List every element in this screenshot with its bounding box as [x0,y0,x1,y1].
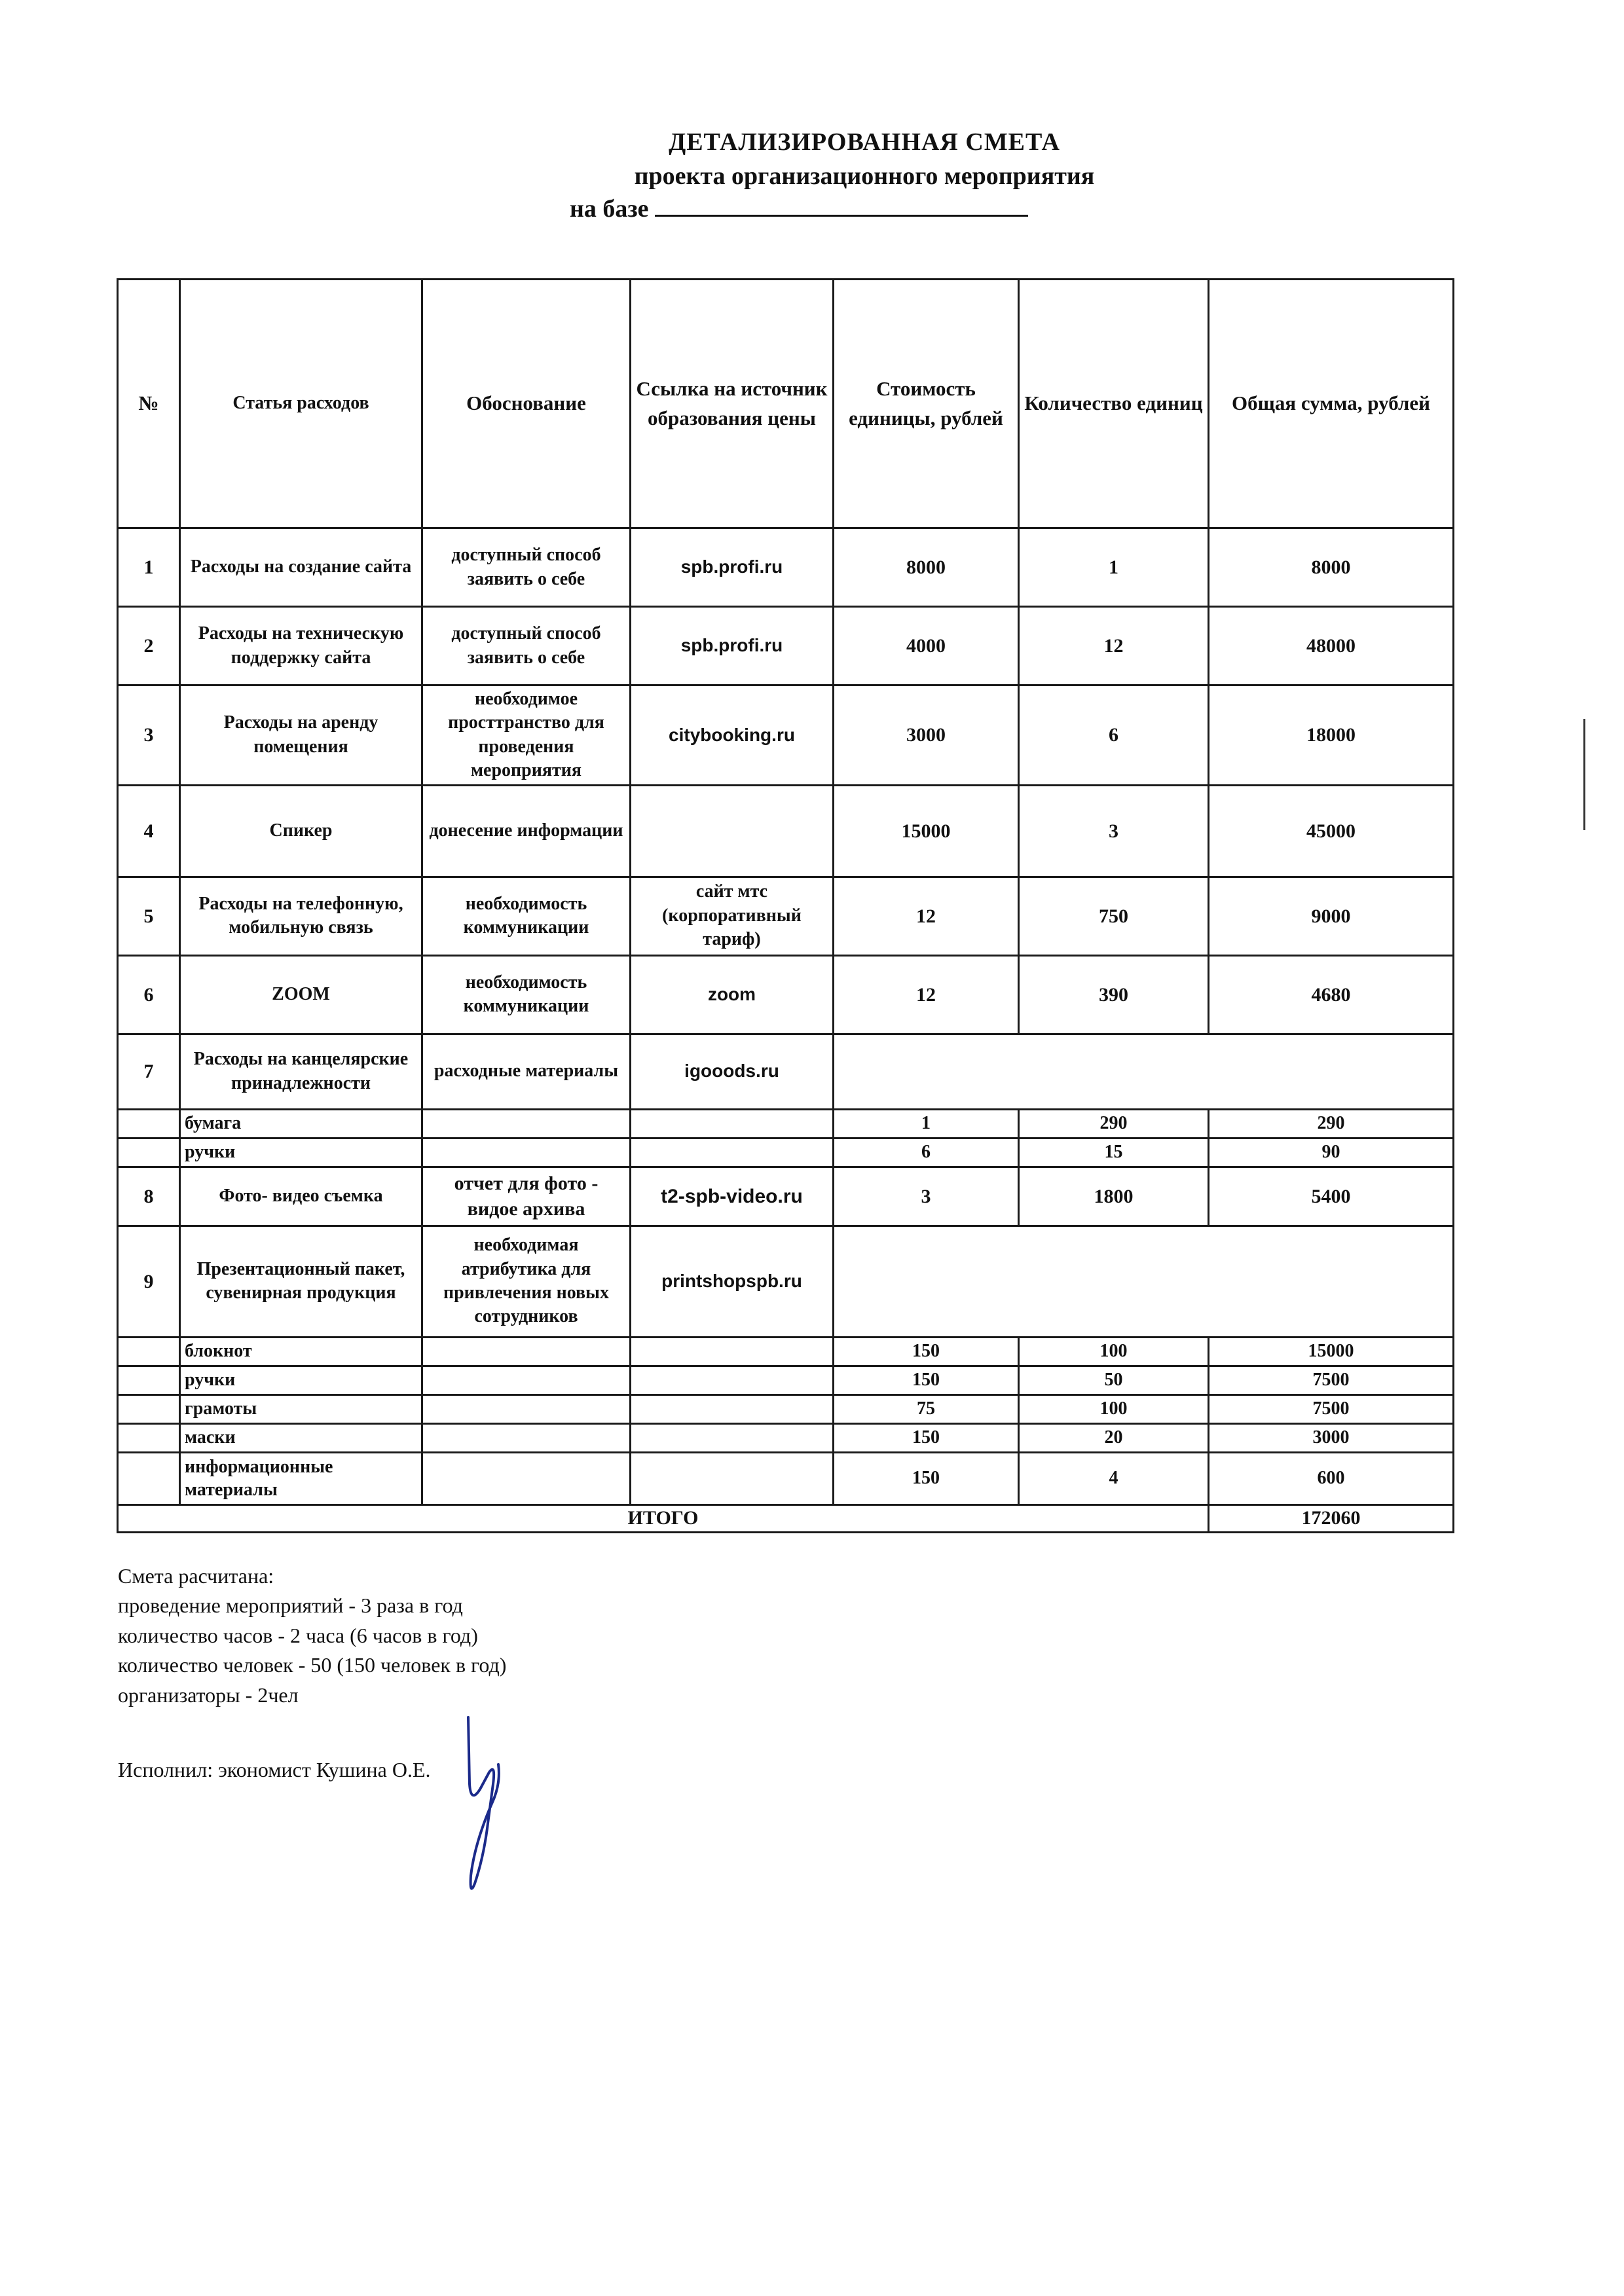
title-venue-line [511,194,1218,223]
subrow-reason [422,1452,631,1504]
table-header-row [118,280,1454,528]
row-reason: необходимость коммуникации [422,877,631,955]
row-num: 5 [118,877,180,955]
table-subrow [118,1138,1454,1167]
row-empty-values [834,1226,1454,1337]
row-cost: 4000 [834,607,1019,685]
table-row [118,685,1454,786]
row-source: spb.profi.ru [631,528,834,607]
table-row [118,877,1454,955]
signature-icon [455,1712,514,1902]
subrow-item: маски [180,1423,422,1452]
executor-line: Исполнил: экономист Кушина О.Е. [118,1758,431,1781]
subrow-num [118,1366,180,1394]
row-source [631,785,834,877]
subrow-reason [422,1337,631,1366]
subrow-reason [422,1109,631,1138]
row-num: 1 [118,528,180,607]
notes-line: проведение мероприятий - 3 раза в год [118,1594,463,1618]
row-total: 9000 [1209,877,1454,955]
subrow-reason [422,1366,631,1394]
header-num: № [118,280,180,528]
document-title [511,128,1218,223]
row-item: Расходы на аренду помещения [180,685,422,786]
subrow-total: 7500 [1209,1394,1454,1423]
row-total: 8000 [1209,528,1454,607]
subrow-source [631,1366,834,1394]
header-item: Статья расходов [180,280,422,528]
row-source: spb.profi.ru [631,607,834,685]
row-item: Расходы на канцелярские принадлежности [180,1034,422,1109]
subrow-num [118,1109,180,1138]
title-heading: ДЕТАЛИЗИРОВАННАЯ СМЕТА [669,128,1060,156]
table-row [118,785,1454,877]
subrow-source [631,1423,834,1452]
notes-line: организаторы - 2чел [118,1683,299,1707]
total-row [118,1504,1454,1532]
title-subheading: проекта организационного мероприятия [634,162,1095,190]
notes-line: количество часов - 2 часа (6 часов в год) [118,1623,478,1647]
subrow-reason [422,1394,631,1423]
row-source: citybooking.ru [631,685,834,786]
venue-label: на базе [570,195,649,223]
table-subrow [118,1394,1454,1423]
row-total: 5400 [1209,1167,1454,1226]
row-num: 6 [118,955,180,1034]
subrow-total: 7500 [1209,1366,1454,1394]
row-item: ZOOM [180,955,422,1034]
row-item: Расходы на телефонную, мобильную связь [180,877,422,955]
subrow-qty: 290 [1019,1109,1209,1138]
row-reason: необходимая атрибутика для привлечения новых сотрудников [422,1226,631,1337]
subrow-num [118,1394,180,1423]
subrow-item: грамоты [180,1394,422,1423]
row-reason: доступный способ заявить о себе [422,607,631,685]
row-num: 9 [118,1226,180,1337]
notes-heading: Смета расчитана: [118,1564,274,1588]
header-reason: Обоснование [422,280,631,528]
table-row [118,1226,1454,1337]
row-source: сайт мтс (корпоративный тариф) [631,877,834,955]
venue-blank-field [655,195,1028,217]
subrow-qty: 15 [1019,1138,1209,1167]
row-reason: донесение информации [422,785,631,877]
subrow-total: 3000 [1209,1423,1454,1452]
row-item: Спикер [180,785,422,877]
subrow-num [118,1423,180,1452]
header-source: Ссылка на источник образования цены [631,280,834,528]
row-total: 4680 [1209,955,1454,1034]
row-cost: 12 [834,955,1019,1034]
row-source: t2-spb-video.ru [631,1167,834,1226]
subrow-item: бумага [180,1109,422,1138]
row-total: 18000 [1209,685,1454,786]
row-qty: 390 [1019,955,1209,1034]
row-reason: необходимость коммуникации [422,955,631,1034]
row-num: 2 [118,607,180,685]
table-row [118,1167,1454,1226]
subrow-cost: 150 [834,1423,1019,1452]
subrow-reason [422,1138,631,1167]
subrow-cost: 150 [834,1366,1019,1394]
row-num: 3 [118,685,180,786]
row-qty: 1800 [1019,1167,1209,1226]
subrow-qty: 100 [1019,1394,1209,1423]
subrow-cost: 150 [834,1452,1019,1504]
row-reason: расходные материалы [422,1034,631,1109]
row-item: Презентационный пакет, сувенирная продукция [180,1226,422,1337]
row-item: Расходы на создание сайта [180,528,422,607]
subrow-cost: 75 [834,1394,1019,1423]
row-cost: 12 [834,877,1019,955]
calculation-notes [118,1561,506,1710]
subrow-source [631,1138,834,1167]
row-reason: отчет для фото - видое архива [422,1167,631,1226]
subrow-item: ручки [180,1366,422,1394]
table-row [118,1034,1454,1109]
subrow-total: 15000 [1209,1337,1454,1366]
subrow-cost: 150 [834,1337,1019,1366]
subrow-item: информационные материалы [180,1452,422,1504]
subrow-num [118,1337,180,1366]
subrow-cost: 1 [834,1109,1019,1138]
row-source: igooods.ru [631,1034,834,1109]
table-subrow [118,1337,1454,1366]
table-row [118,955,1454,1034]
row-cost: 15000 [834,785,1019,877]
subrow-total: 600 [1209,1452,1454,1504]
subrow-source [631,1109,834,1138]
row-qty: 6 [1019,685,1209,786]
subrow-qty: 100 [1019,1337,1209,1366]
total-value: 172060 [1209,1504,1454,1532]
subrow-item: ручки [180,1138,422,1167]
subrow-total: 90 [1209,1138,1454,1167]
subrow-item: блокнот [180,1337,422,1366]
header-qty: Количество единиц [1019,280,1209,528]
row-num: 7 [118,1034,180,1109]
row-reason: необходимое просттранство для проведения мероприятия [422,685,631,786]
row-empty-values [834,1034,1454,1109]
header-total: Общая сумма, рублей [1209,280,1454,528]
table-subrow [118,1109,1454,1138]
row-source: zoom [631,955,834,1034]
subrow-total: 290 [1209,1109,1454,1138]
table-subrow [118,1366,1454,1394]
table-row [118,607,1454,685]
row-cost: 8000 [834,528,1019,607]
table-subrow [118,1452,1454,1504]
row-cost: 3000 [834,685,1019,786]
row-num: 8 [118,1167,180,1226]
subrow-source [631,1452,834,1504]
row-total: 48000 [1209,607,1454,685]
row-cost: 3 [834,1167,1019,1226]
total-label: ИТОГО [118,1504,1209,1532]
subrow-reason [422,1423,631,1452]
budget-table [117,278,1454,1533]
subrow-num [118,1138,180,1167]
notes-line: количество человек - 50 (150 человек в год) [118,1653,507,1677]
header-unit-cost: Стоимость единицы, рублей [834,280,1019,528]
row-num: 4 [118,785,180,877]
table-subrow [118,1423,1454,1452]
subrow-qty: 50 [1019,1366,1209,1394]
row-qty: 1 [1019,528,1209,607]
subrow-source [631,1337,834,1366]
scan-edge-mark [1583,719,1585,830]
row-item: Фото- видео съемка [180,1167,422,1226]
subrow-qty: 4 [1019,1452,1209,1504]
row-total: 45000 [1209,785,1454,877]
subrow-cost: 6 [834,1138,1019,1167]
row-source: printshopspb.ru [631,1226,834,1337]
row-qty: 3 [1019,785,1209,877]
row-reason: доступный способ заявить о себе [422,528,631,607]
subrow-qty: 20 [1019,1423,1209,1452]
subrow-source [631,1394,834,1423]
subrow-num [118,1452,180,1504]
row-item: Расходы на техническую поддержку сайта [180,607,422,685]
row-qty: 750 [1019,877,1209,955]
table-row [118,528,1454,607]
row-qty: 12 [1019,607,1209,685]
